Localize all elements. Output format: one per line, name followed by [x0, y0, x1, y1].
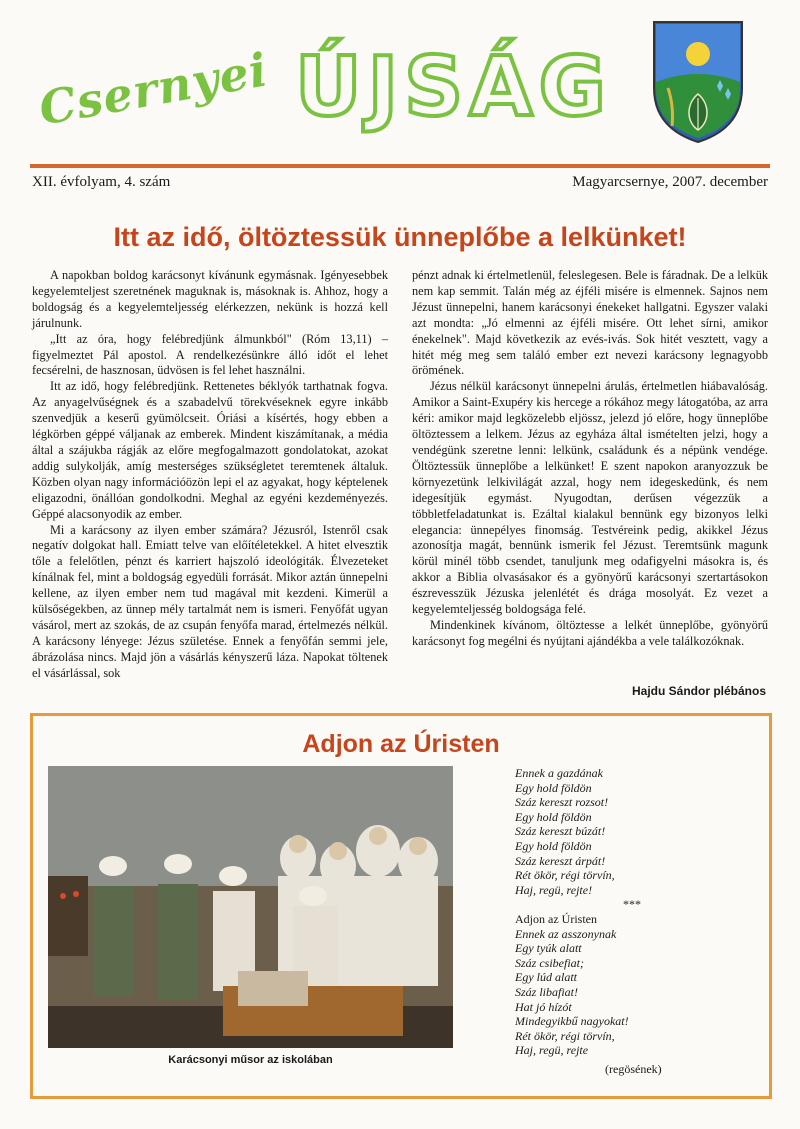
feature-title: Adjon az Úristen — [302, 730, 500, 758]
article-column-right — [412, 268, 768, 682]
poem-line: Haj, regü, rejte — [515, 1043, 589, 1058]
edition-info: XII. évfolyam, 4. szám — [32, 174, 171, 190]
place-date: Magyarcsernye, 2007. december — [572, 174, 768, 190]
poem-line: Száz libafiat! — [515, 984, 579, 999]
coat-of-arms-icon — [650, 18, 746, 146]
poem-line: Egy hold földön — [515, 838, 592, 853]
poem-line: Ennek az asszonynak — [515, 926, 617, 941]
header-rule — [30, 164, 770, 168]
feature-box — [30, 713, 772, 1099]
poem-line: Egy tyúk alatt — [515, 941, 582, 956]
article-paragraph: Jézus nélkül karácsonyt ünnepelni árulás, értelmetlen hiábavalóság. Amikor a Saint-Exupéry kis hercege a rókához megy látogatóba, az arra kéri: amikor majd legközelebb eljössz, jelezd jó előre, hogy ünneplőbe öltöztessem a lelkem. Jézus az egyháza által ismételten jelzi, hogy a vendégünk szeretne lenni: lelkünk, családunk és a népünk vendége. Öltöztessük ünneplőbe a lelkünket! E szent napokon aranyozzuk be környezetünk lelkivilágát azzal, hogy nem idegeskedünk, és nem idegesítjük egymást. Nyugodtan, derűsen végezzük a többletfeladatunkat is. Ezáltal kialakul bennünk egy bizonyos lelki elegancia: ünnepélyes finomság. Testvéreink pedig, akikkel Jézus azonosítja magát, bennünk ismerik fel Jézust. Teremtsünk magunk körül minél több csendet, tanuljunk meg odafigyelni másokra is, és akkor a Biblia olvasásakor és a gyönyörű karácsonyi szertartásokon észrevesszük Jézuska jelenlétét és drága mosolyát. Ez vezet a kegyelemteljesség boldogsága felé. — [412, 379, 768, 617]
poem-line: Egy lúd alatt — [515, 970, 577, 985]
masthead-title-script: Csernyei — [35, 42, 272, 136]
poem-line: Száz csibefiat; — [515, 955, 584, 970]
article-paragraph: Mindenkinek kívánom, öltöztesse a lelkét ünneplőbe, gyönyörű karácsonyt fog megélni és nyújtani ajándékba a vele találkozóknak. — [412, 617, 768, 648]
poem-line: Egy hold földön — [515, 809, 592, 824]
poem-line: Száz kereszt búzát! — [515, 824, 606, 839]
poem-line: Haj, regü, rejte! — [515, 882, 593, 897]
article-paragraph: Itt az idő, hogy felébredjünk. Rettenetes béklyók tarthatnak fogva. Az anyagelvűségnek és a szabadelvű törekvéseknek egyre inkább szenvedjük a keserű gyümölcseit. Óriási a kísértés, hogy ebben a légkörben géppé váljanak az emberek. Mindent kiszámítanak, a média által a szájukba rágják az előre megfogalmazott gondolatokat, azokat addig sulykolják, amíg mesterséges szükségletet teremtenek általuk. Közben olyan nagy információözön lepi el az agyakat, hogy képtelenek eligazodni, önállóan gondolkodni. Meghal az egyéni kezdeményezés. Géppé alacsonyodik az ember. — [32, 379, 388, 521]
poem-line: Ennek a gazdának — [515, 766, 603, 780]
article-signature: Hajdu Sándor plébános — [631, 684, 766, 698]
poem-line: Adjon az Úristen — [515, 911, 597, 926]
article-headline: Itt az idő, öltöztessük ünneplőbe a lelkünket! — [113, 222, 687, 252]
poem-separator: *** — [623, 897, 641, 912]
poem-line: Hat jó hízót — [515, 999, 572, 1014]
article-paragraph: „Itt az óra, hogy felébredjünk álmunkból" (Róm 13,11) – figyelmeztet Pál apostol. A rendelkezésünkre álló időt el lehet fecsérelni, de hasznosan, üdvösen is fel lehet használni. — [32, 331, 388, 378]
poem-source: (regösének) — [605, 1061, 662, 1076]
masthead — [0, 0, 800, 160]
poem-line: Mindegyikbű nagyokat! — [515, 1014, 629, 1029]
article-column-left — [32, 268, 388, 682]
photo-caption: Karácsonyi műsor az iskolában — [168, 1054, 333, 1066]
article-paragraph: A napokban boldog karácsonyt kívánunk egymásnak. Igényesebbek kegyelemteljest szeretnének maguknak is, másoknak is. Ahhoz, hogy a boldogság és a kegyelemteljesség elérkezzen, nekünk is hozzá kell járulnunk. — [32, 268, 388, 330]
article-paragraph: Mi a karácsony az ilyen ember számára? Jézusról, Istenről csak negatív dolgokat hall. Emiatt telve van előítéletekkel. A hitet elvesztik tőle a felelőtlen, pénzt és karriert hajszoló ideológiták. Élvezeteket kínálnak fel, mint a boldogság egyedüli forrását. Mikor aztán ünnepelni kellene, az ilyen ember nem tud magával mit kezdeni. Kimerül a külsőségekben, az ünnep mély tartalmát nem is ismeri. Fenyőfát ugyan vásárol, mert az szokás, de az csupán fenyőfa marad, értelmezés nélkül. A karácsony lényege: Jézus születése. Ennek a fenyőfán semmi jele, ábrázolása nincs. Majd jön a vásárlás kényszerű láza. Napokat töltenek el vásárlással, sok — [32, 522, 388, 680]
poem-line: Rét ökör, régi törvín, — [515, 868, 615, 883]
article-paragraph: pénzt adnak ki értelmetlenül, feleslegesen. Bele is fáradnak. De a lelkük nem kap semmit. Talán még az éjféli misére is elmennek. Sajnos nem Jézust ünnepelni, hanem karácsonyi énekeket hallgatni. Egyszer valaki azt mondta: „Jó elmenni az éjféli misére. Ott lehet sírni, amikor énekelnek". Majd következik az evés-ivás. Sok hitét vesztett, vagy a hitét még meg sem találó ember ezt nevezi karácsony legnagyobb örömének. — [412, 268, 768, 378]
poem — [515, 766, 760, 1076]
poem-line: Száz kereszt rozsot! — [515, 795, 609, 810]
article-body — [32, 268, 768, 682]
masthead-title-block: ÚJSÁG — [295, 40, 612, 135]
poem-line: Egy hold földön — [515, 780, 592, 795]
poem-line: Rét ökör, régi törvín, — [515, 1028, 615, 1043]
poem-line: Száz kereszt árpát! — [515, 853, 606, 868]
school-program-photo — [48, 766, 453, 1048]
